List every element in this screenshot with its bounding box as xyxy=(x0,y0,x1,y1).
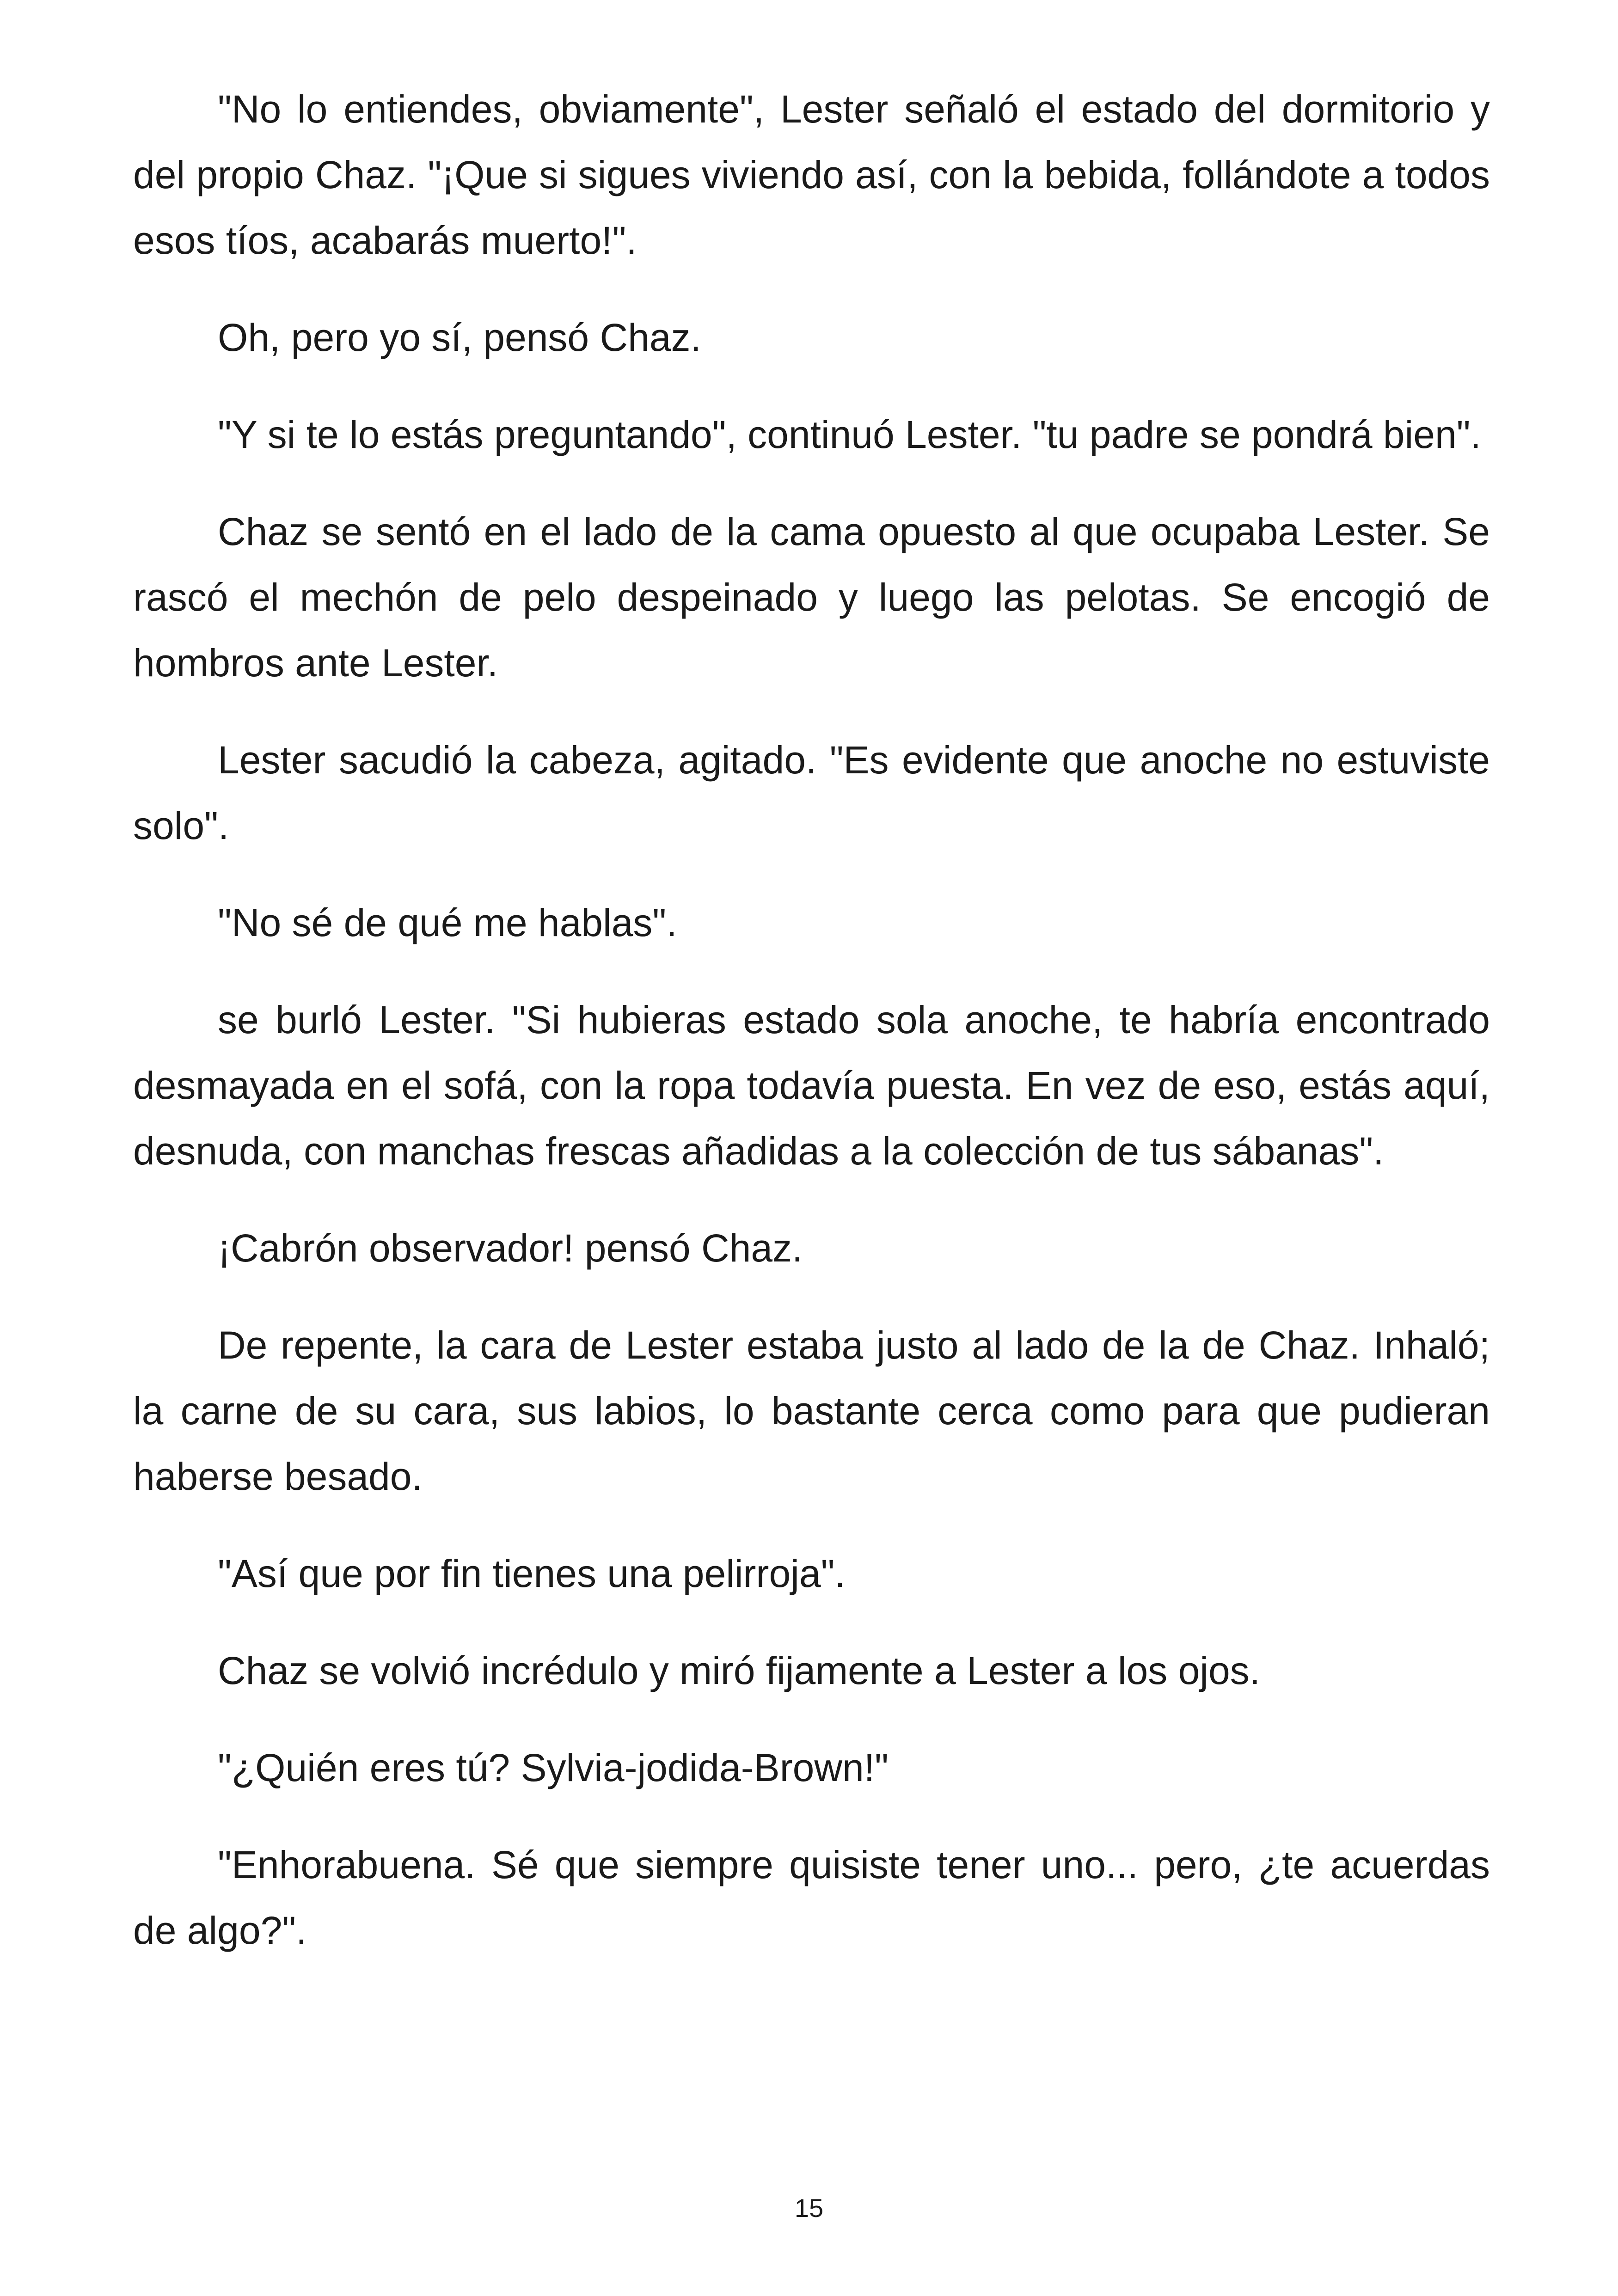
paragraph: "¿Quién eres tú? Sylvia-jodida-Brown!" xyxy=(218,1746,889,1789)
paragraph: "Y si te lo estás preguntando", continuó Lester. "tu padre se pondrá bien". xyxy=(218,413,1481,456)
paragraph: "Así que por fin tienes una pelirroja". xyxy=(218,1552,846,1595)
page-number: 15 xyxy=(794,2193,824,2223)
paragraph: De repente, la cara de Lester estaba justo al lado de la de Chaz. Inhaló; la carne de su cara, sus labios, lo bastante cerca como para que pudieran haberse besado. xyxy=(133,1323,1490,1498)
paragraph: "Enhorabuena. Sé que siempre quisiste tener uno... pero, ¿te acuerdas de algo?". xyxy=(133,1843,1490,1952)
paragraph: "No sé de qué me hablas". xyxy=(218,901,677,944)
paragraph: Oh, pero yo sí, pensó Chaz. xyxy=(218,316,701,359)
paragraph: ¡Cabrón observador! pensó Chaz. xyxy=(218,1226,803,1270)
paragraph: se burló Lester. "Si hubieras estado sola anoche, te habría encontrado desmayada en el sofá, con la ropa todavía puesta. En vez de eso, estás aquí, desnuda, con manchas frescas añadidas a la colección de tus sábanas". xyxy=(133,998,1490,1173)
body-text xyxy=(133,76,1490,1995)
paragraph: Chaz se sentó en el lado de la cama opuesto al que ocupaba Lester. Se rascó el mechón de pelo despeinado y luego las pelotas. Se encogió de hombros ante Lester. xyxy=(133,510,1490,685)
paragraph: Chaz se volvió incrédulo y miró fijamente a Lester a los ojos. xyxy=(218,1649,1261,1692)
paragraph: Lester sacudió la cabeza, agitado. "Es evidente que anoche no estuviste solo". xyxy=(133,738,1490,847)
paragraph: "No lo entiendes, obviamente", Lester señaló el estado del dormitorio y del propio Chaz. "¡Que si sigues viviendo así, con la bebida, follándote a todos esos tíos, acabarás muerto!". xyxy=(133,87,1490,262)
